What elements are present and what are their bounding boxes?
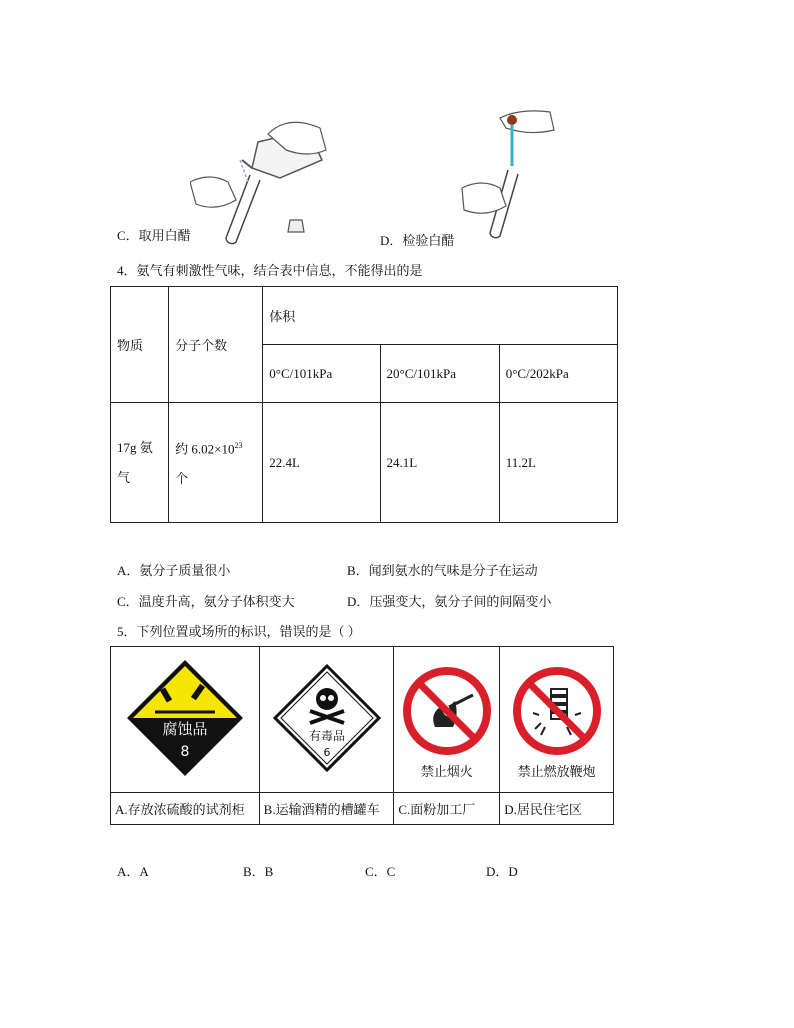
cell-volume-3: 11.2L <box>499 403 617 523</box>
caption-b: B.运输酒精的槽罐车 <box>259 793 394 825</box>
q4-option-a: A．氨分子质量很小 <box>117 563 231 578</box>
count-unit: 个 <box>175 471 189 487</box>
ammonia-data-table <box>110 286 618 523</box>
caption-d: D.居民住宅区 <box>500 793 614 825</box>
no-fire-sign <box>401 665 493 757</box>
q4-option-c: C．温度升高，氨分子体积变大 <box>117 594 295 609</box>
substance-line-2: 气 <box>117 469 131 485</box>
toxic-sign-text: 有毒品 <box>308 728 345 743</box>
header-volume: 体积 <box>263 287 618 345</box>
caption-c: C.面粉加工厂 <box>394 793 500 825</box>
no-fire-sign-text: 禁止烟火 <box>420 765 473 780</box>
caption-a: A.存放浓硫酸的试剂柜 <box>111 793 260 825</box>
pouring-vinegar-illustration <box>190 120 330 245</box>
corrosive-sign-text: 腐蚀品 <box>162 719 208 738</box>
cell-volume-1: 22.4L <box>263 403 380 523</box>
safety-signs-table <box>110 646 614 825</box>
cell-molecule-count <box>169 403 263 523</box>
q4-option-b: B．闻到氨水的气味是分子在运动 <box>347 563 538 578</box>
question-4-stem: 4．氨气有刺激性气味，结合表中信息，不能得出的是 <box>117 263 423 278</box>
count-exponent: 23 <box>234 440 243 450</box>
header-molecule-count: 分子个数 <box>169 287 263 403</box>
sign-cell-a <box>111 647 260 793</box>
testing-vinegar-illustration <box>460 108 560 243</box>
corrosive-sign-number: 8 <box>180 743 190 760</box>
q4-option-d: D．压强变大，氨分子间的间隔变小 <box>347 594 552 609</box>
cell-substance <box>111 403 169 523</box>
substance-line-1: 17g 氨 <box>117 439 153 455</box>
no-firecracker-sign-text: 禁止燃放鞭炮 <box>517 765 596 780</box>
count-prefix: 约 6.02×10 <box>175 441 235 457</box>
toxic-sign <box>272 663 382 773</box>
sign-cell-d <box>500 647 614 793</box>
header-condition-1: 0°C/101kPa <box>263 345 380 403</box>
option-d-image-label: D．检验白醋 <box>380 233 455 248</box>
header-condition-3: 0°C/202kPa <box>499 345 617 403</box>
question-5-stem: 5．下列位置或场所的标识，错误的是（ ） <box>117 624 361 639</box>
q5-answer-a: A．A <box>117 864 149 879</box>
corrosive-sign <box>125 658 245 778</box>
header-condition-2: 20°C/101kPa <box>380 345 499 403</box>
q5-answer-b: B．B <box>243 864 274 879</box>
option-c-image-label: C．取用白醋 <box>117 228 191 243</box>
toxic-sign-number: 6 <box>323 745 331 759</box>
cell-volume-2: 24.1L <box>380 403 499 523</box>
header-substance: 物质 <box>111 287 169 403</box>
no-firecracker-sign <box>511 665 603 757</box>
q5-answer-c: C．C <box>365 864 396 879</box>
sign-cell-c <box>394 647 500 793</box>
q5-answer-d: D．D <box>486 864 518 879</box>
sign-cell-b <box>259 647 394 793</box>
